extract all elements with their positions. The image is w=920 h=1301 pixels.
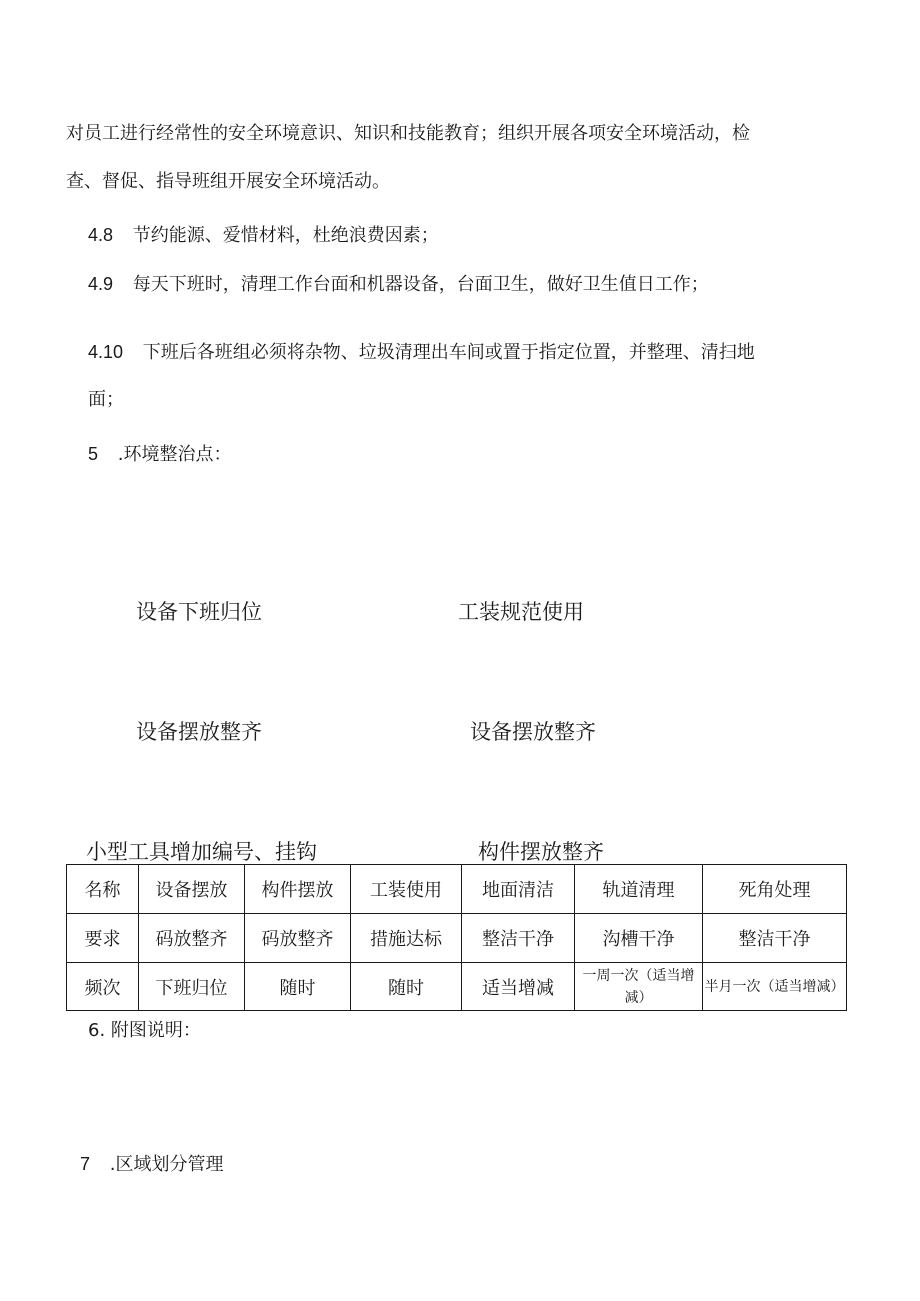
item-text: 每天下班时，清理工作台面和机器设备，台面卫生，做好卫生值日工作； — [132, 274, 709, 295]
table-cell: 随时 — [351, 963, 462, 1011]
table-cell: 工装使用 — [351, 865, 462, 914]
table-cell: 半月一次（适当增减） — [703, 963, 847, 1011]
table-cell: 码放整齐 — [245, 914, 351, 963]
list-item-4-8 — [88, 225, 439, 246]
table-cell: 要求 — [67, 914, 139, 963]
table-cell: 构件摆放 — [245, 865, 351, 914]
table-cell: 名称 — [67, 865, 139, 914]
table-cell: 死角处理 — [703, 865, 847, 914]
table-cell: 频次 — [67, 963, 139, 1011]
section-title: .区域划分管理 — [109, 1154, 224, 1175]
table-cell: 一周一次（适当增减） — [575, 963, 703, 1011]
section-number: 7 — [80, 1154, 91, 1174]
table-row — [67, 914, 847, 963]
section-title: .环境整治点： — [117, 444, 232, 465]
item-number: 4.9 — [88, 274, 114, 294]
table-cell: 适当增减 — [462, 963, 575, 1011]
figure-caption: 设备摆放整齐 — [470, 720, 596, 744]
table-cell: 整洁干净 — [462, 914, 575, 963]
table-cell: 地面清洁 — [462, 865, 575, 914]
table-row — [67, 865, 847, 914]
paragraph-line: 对员工进行经常性的安全环境意识、知识和技能教育；组织开展各项安全环境活动，检 — [66, 123, 750, 144]
table-cell: 下班归位 — [139, 963, 245, 1011]
table-cell: 整洁干净 — [703, 914, 847, 963]
table-cell: 设备摆放 — [139, 865, 245, 914]
list-item-4-10 — [88, 342, 755, 363]
table-cell: 码放整齐 — [139, 914, 245, 963]
section-6-heading: 6. 附图说明： — [88, 1020, 201, 1041]
paragraph-line: 面； — [88, 389, 124, 410]
table-cell: 措施达标 — [351, 914, 462, 963]
figure-caption: 构件摆放整齐 — [478, 840, 604, 864]
section-5-heading — [88, 444, 231, 465]
section-number: 5 — [88, 444, 99, 464]
item-number: 4.10 — [88, 342, 124, 362]
table-cell: 轨道清理 — [575, 865, 703, 914]
table-cell: 沟槽干净 — [575, 914, 703, 963]
item-text: 下班后各班组必须将杂物、垃圾清理出车间或置于指定位置，并整理、清扫地 — [142, 342, 755, 363]
figure-caption: 设备摆放整齐 — [136, 720, 262, 744]
table-cell: 随时 — [245, 963, 351, 1011]
list-item-4-9 — [88, 274, 709, 295]
item-text: 节约能源、爱惜材料，杜绝浪费因素； — [132, 225, 439, 246]
item-number: 4.8 — [88, 225, 114, 245]
environment-table — [66, 864, 847, 1011]
section-7-heading — [80, 1154, 223, 1175]
figure-caption: 工装规范使用 — [458, 600, 584, 624]
figure-caption: 小型工具增加编号、挂钩 — [86, 840, 317, 864]
paragraph-line: 查、督促、指导班组开展安全环境活动。 — [66, 171, 390, 192]
figure-caption: 设备下班归位 — [136, 600, 262, 624]
table-row — [67, 963, 847, 1011]
